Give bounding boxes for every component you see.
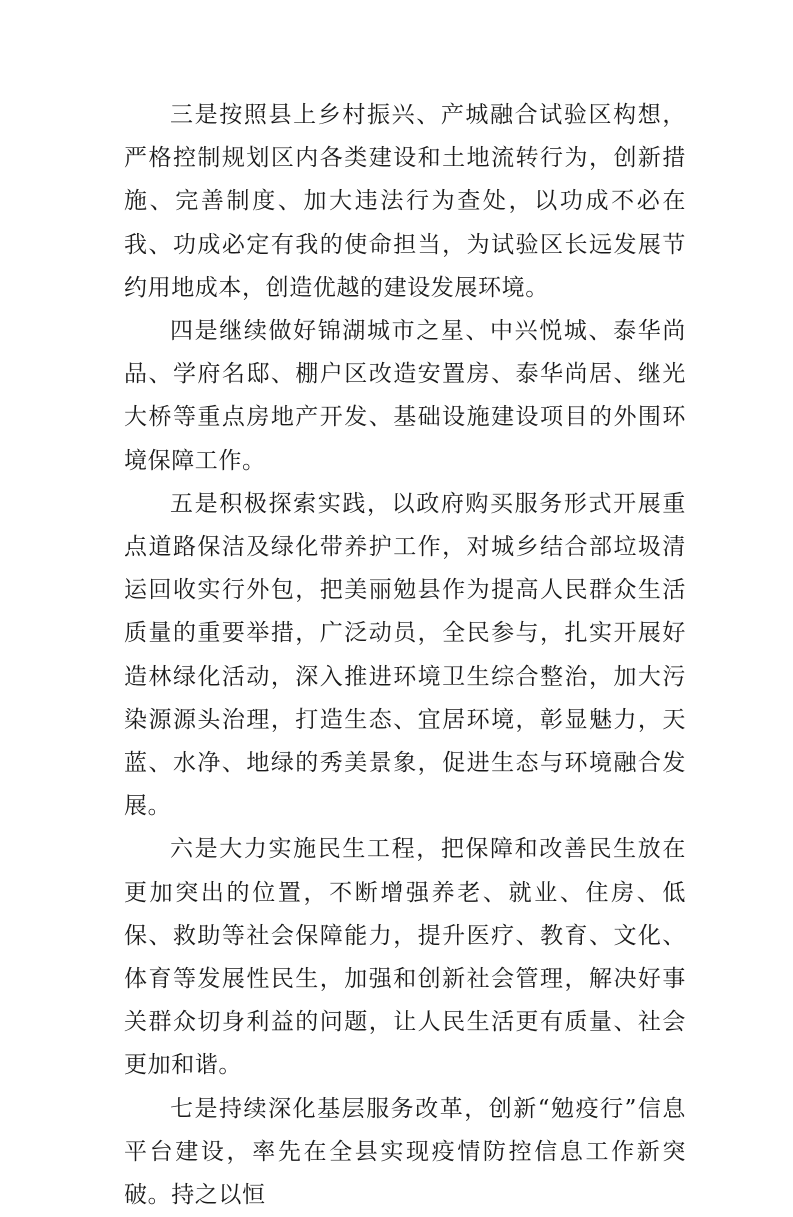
paragraph-six: 六是大力实施民生工程，把保障和改善民生放在更加突出的位置，不断增强养老、就业、住房、低保、救助等社会保障能力，提升医疗、教育、文化、体育等发展性民生，加强和创新社会管理，解决好事关群众切身利益的问题，让人民生活更有质量、社会更加和谐。 bbox=[124, 836, 686, 1079]
document-body bbox=[124, 94, 686, 1217]
paragraph-three: 三是按照县上乡村振兴、产城融合试验区构想，严格控制规划区内各类建设和土地流转行为，创新措施、完善制度、加大违法行为查处，以功成不必在我、功成必定有我的使命担当，为试验区长远发展节约用地成本，创造优越的建设发展环境。 bbox=[124, 102, 686, 301]
paragraph-five: 五是积极探索实践，以政府购买服务形式开展重点道路保洁及绿化带养护工作，对城乡结合部垃圾清运回收实行外包，把美丽勉县作为提高人民群众生活质量的重要举措，广泛动员，全民参与，扎实开展好造林绿化活动，深入推进环境卫生综合整治，加大污染源源头治理，打造生态、宜居环境，彰显魅力，天蓝、水净、地绿的秀美景象，促进生态与环境融合发展。 bbox=[124, 490, 686, 820]
paragraph-seven: 七是持续深化基层服务改革，创新“勉疫行”信息平台建设，率先在全县实现疫情防控信息工作新突破。持之以恒 bbox=[124, 1095, 686, 1209]
paragraph-four: 四是继续做好锦湖城市之星、中兴悦城、泰华尚品、学府名邸、棚户区改造安置房、泰华尚居、继光大桥等重点房地产开发、基础设施建设项目的外围环境保障工作。 bbox=[124, 318, 686, 474]
